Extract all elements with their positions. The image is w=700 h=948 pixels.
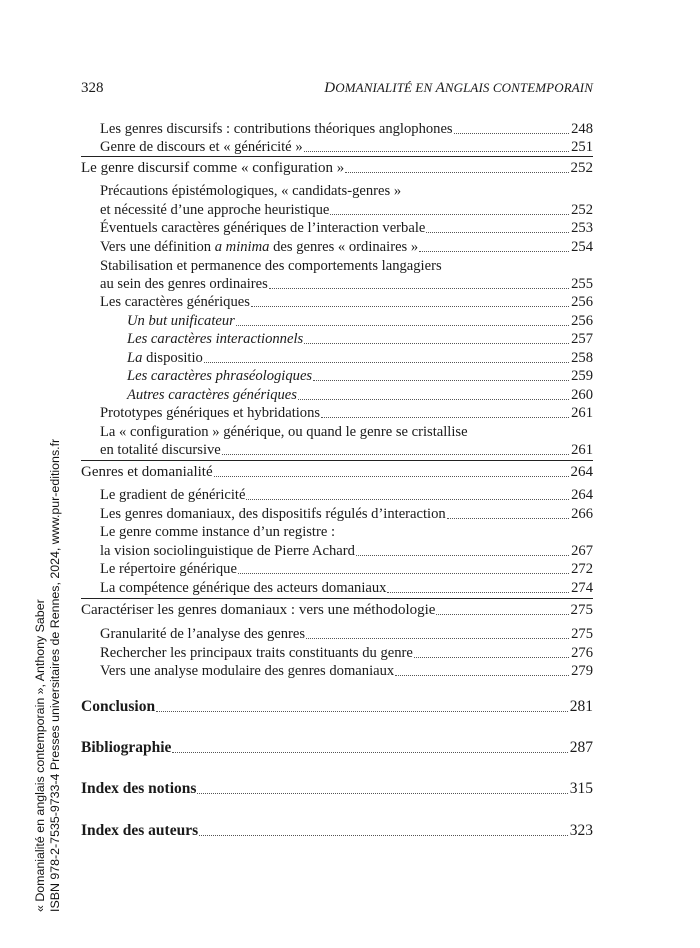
toc-entry-page: 264 [570, 464, 593, 480]
toc-entry[interactable] [100, 120, 593, 138]
toc-leader [426, 232, 569, 233]
toc-entry-page: 256 [571, 294, 593, 310]
toc-entry-page: 323 [569, 822, 593, 839]
toc-leader [204, 362, 569, 363]
toc-subentry[interactable] [127, 349, 593, 367]
toc-entry-page: 256 [571, 313, 593, 329]
toc-entry-title: Les caractères phraséologiques [127, 368, 313, 384]
page-number: 328 [81, 80, 104, 96]
section-divider [81, 598, 593, 599]
toc-entry-page: 251 [571, 139, 593, 155]
toc-title-part: Vers une définition [100, 239, 215, 255]
toc-entry-title: Les caractères interactionnels [127, 331, 304, 347]
toc-entry-title: Éventuels caractères génériques de l’interaction verbale [100, 220, 426, 236]
toc-leader [436, 614, 568, 615]
toc-subentry[interactable] [127, 367, 593, 385]
toc-entry-title: Conclusion [81, 698, 156, 715]
side-note-line: « Domanialité en anglais contemporain », Anthony Saber [33, 599, 47, 912]
toc-entry-title: et nécessité d’une approche heuristique [100, 202, 330, 218]
toc-leader [304, 151, 569, 152]
toc-leader [269, 288, 569, 289]
toc-entry-page: 279 [571, 663, 593, 679]
toc-title-part: dispositio [142, 350, 203, 366]
toc-entry-title: Caractériser les genres domaniaux : vers une méthodologie [81, 602, 436, 618]
toc-title-part: des genres « ordinaires » [269, 239, 419, 255]
running-head [324, 80, 593, 96]
toc-entry-title: Autres caractères génériques [127, 387, 297, 403]
running-head-initial-1: D [324, 80, 336, 96]
toc-entry-title: Vers une analyse modulaire des genres domaniaux [100, 663, 395, 679]
toc-leader [387, 592, 569, 593]
toc-leader [199, 835, 568, 836]
toc-entry-page: 261 [571, 405, 593, 421]
toc-entry-page: 260 [571, 387, 593, 403]
toc-entry-title: Le genre discursif comme « configuration » [81, 160, 345, 176]
toc-entry-title [100, 238, 418, 256]
toc-entry-title: Genres et domanialité [81, 464, 213, 480]
toc-entry[interactable] [100, 542, 593, 560]
toc-entry[interactable] [100, 505, 593, 523]
toc-section-entry[interactable] [81, 463, 593, 481]
toc-entry-first-line: Stabilisation et permanence des comportements langagiers [100, 258, 442, 274]
toc-entry[interactable] [100, 662, 593, 680]
toc-chapter-entry[interactable] [81, 698, 593, 716]
toc-entry-title: Le gradient de généricité [100, 487, 246, 503]
toc-leader [321, 417, 569, 418]
toc-entry-page: 254 [571, 239, 593, 255]
toc-leader [304, 343, 569, 344]
running-head-part-1: OMANIALITÉ EN [335, 80, 436, 95]
toc-chapter-entry[interactable] [81, 822, 593, 840]
toc-leader [313, 380, 569, 381]
toc-entry-page: 259 [571, 368, 593, 384]
toc-entry[interactable] [100, 486, 593, 504]
toc-leader [214, 476, 569, 477]
toc-leader [238, 573, 569, 574]
toc-chapter-entry[interactable] [81, 739, 593, 757]
toc-entry-title: Index des notions [81, 780, 197, 797]
section-divider [81, 156, 593, 157]
toc-leader [298, 399, 569, 400]
toc-leader [447, 518, 569, 519]
toc-entry[interactable] [100, 441, 593, 459]
toc-entry[interactable] [100, 293, 593, 311]
toc-entry-page: 252 [570, 160, 593, 176]
toc-subentry[interactable] [127, 312, 593, 330]
toc-entry[interactable] [100, 138, 593, 156]
toc-entry-title: Le répertoire générique [100, 561, 237, 577]
section-divider [81, 460, 593, 461]
toc-leader [345, 172, 568, 173]
toc-entry-title: la vision sociolinguistique de Pierre Achard [100, 543, 355, 559]
running-head-part-2: NGLAIS CONTEMPORAIN [444, 80, 593, 95]
toc-entry[interactable] [100, 404, 593, 422]
toc-leader [419, 251, 569, 252]
toc-leader [236, 325, 569, 326]
toc-entry[interactable] [100, 579, 593, 597]
toc-leader [156, 711, 568, 712]
running-head-initial-2: A [435, 80, 445, 96]
toc-entry-page: 253 [571, 220, 593, 236]
toc-subentry[interactable] [127, 386, 593, 404]
toc-entry-page: 255 [571, 276, 593, 292]
toc-leader [306, 638, 569, 639]
toc-entry[interactable] [100, 201, 593, 219]
toc-entry-page: 272 [571, 561, 593, 577]
toc-chapter-entry[interactable] [81, 780, 593, 798]
toc-entry[interactable] [100, 560, 593, 578]
toc-entry-page: 258 [571, 350, 593, 366]
side-note-line: ISBN 978-2-7535-9733-4 Presses universitaires de Rennes, 2024, www.pur-editions.fr [48, 438, 62, 912]
toc-entry-title: Bibliographie [81, 739, 172, 756]
toc-entry-first-line: Précautions épistémologiques, « candidats-genres » [100, 183, 402, 199]
toc-entry-title: La compétence générique des acteurs domaniaux [100, 580, 387, 596]
toc-leader [246, 499, 569, 500]
toc-entry-page: 252 [571, 202, 593, 218]
toc-entry-page: 248 [571, 121, 593, 137]
toc-entry-page: 267 [571, 543, 593, 559]
toc-leader [251, 306, 569, 307]
toc-section-entry[interactable] [81, 159, 593, 177]
toc-entry-page: 257 [571, 331, 593, 347]
toc-leader [414, 657, 569, 658]
toc-entry-first-line: Le genre comme instance d’un registre : [100, 524, 336, 540]
toc-leader [172, 752, 567, 753]
toc-entry-title: Prototypes génériques et hybridations [100, 405, 321, 421]
toc-section-entry[interactable] [81, 601, 593, 619]
toc-entry-title: au sein des genres ordinaires [100, 276, 268, 292]
toc-entry[interactable] [100, 625, 593, 643]
toc-entry-page: 287 [569, 739, 593, 756]
toc-entry-page: 264 [571, 487, 593, 503]
toc-entry-first-line: La « configuration » générique, ou quand le genre se cristallise [100, 424, 468, 440]
toc-leader [330, 214, 569, 215]
toc-entry-title: Genre de discours et « généricité » [100, 139, 303, 155]
toc-entry-title: Granularité de l’analyse des genres [100, 626, 306, 642]
toc-entry-title: Les caractères génériques [100, 294, 250, 310]
toc-entry-title: Les genres domaniaux, des dispositifs régulés d’interaction [100, 506, 446, 522]
toc-entry-title: en totalité discursive [100, 442, 221, 458]
toc-entry-page: 275 [570, 602, 593, 618]
toc-entry-title: Un but unificateur [127, 313, 235, 329]
toc-entry-title: Les genres discursifs : contributions théoriques anglophones [100, 121, 453, 137]
toc-entry-title [127, 349, 203, 367]
toc-leader [197, 793, 567, 794]
toc-entry[interactable] [100, 238, 593, 256]
toc-entry[interactable] [100, 275, 593, 293]
toc-entry-page: 281 [569, 698, 593, 715]
toc-entry-page: 274 [571, 580, 593, 596]
toc-entry-page: 275 [571, 626, 593, 642]
toc-entry-title: Rechercher les principaux traits constituants du genre [100, 645, 413, 661]
toc-leader [454, 133, 569, 134]
toc-entry[interactable] [100, 644, 593, 662]
toc-leader [222, 454, 569, 455]
copyright-side-note [33, 392, 63, 912]
toc-entry-page: 261 [571, 442, 593, 458]
toc-leader [356, 555, 569, 556]
toc-subentry[interactable] [127, 330, 593, 348]
toc-entry-page: 315 [569, 780, 593, 797]
page-header [81, 79, 593, 99]
toc-leader [395, 675, 569, 676]
toc-title-emphasis: La [127, 350, 143, 366]
toc-entry-page: 276 [571, 645, 593, 661]
toc-entry[interactable] [100, 219, 593, 237]
toc-title-emphasis: a minima [214, 239, 270, 255]
toc-entry-title: Index des auteurs [81, 822, 199, 839]
toc-entry-page: 266 [571, 506, 593, 522]
